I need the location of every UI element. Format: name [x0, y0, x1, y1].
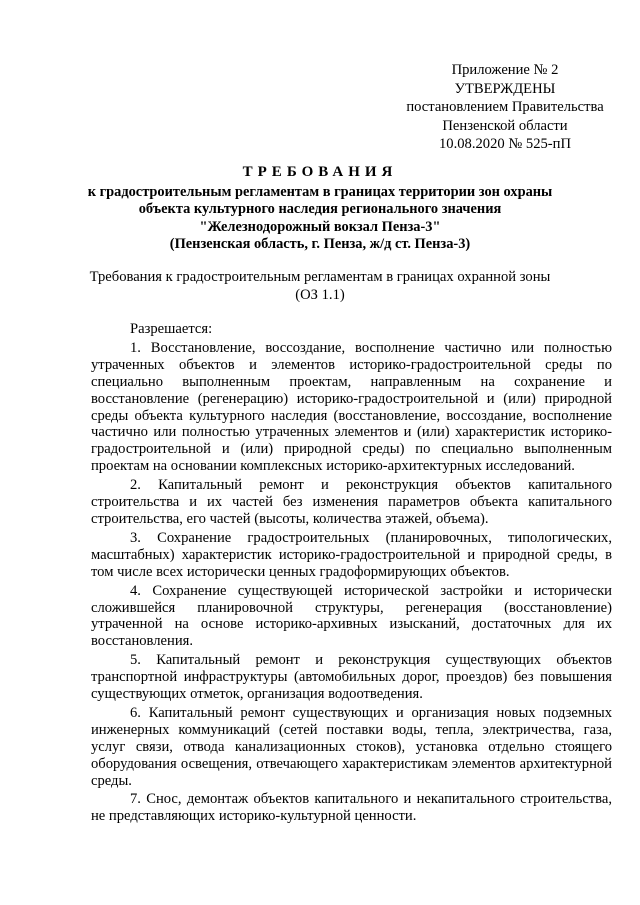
subtitle-line-2: (ОЗ 1.1)	[295, 287, 345, 303]
title-line-2: объекта культурного наследия регионального значения	[138, 201, 502, 217]
requirement-item-3: 3. Сохранение градостроительных (планировочных, типологических, масштабных) характеристик историко-градостроительной и природной среды, в том числе всех исторически ценных градоформирующих объектов.	[91, 529, 612, 580]
title-line-3: "Железнодорожный вокзал Пенза-3"	[199, 218, 441, 235]
title-line-4: (Пензенская область, г. Пенза, ж/д ст. Пенза-3)	[169, 236, 471, 252]
document-title	[60, 164, 580, 254]
decree-date-number: 10.08.2020 № 525-пП	[439, 136, 571, 152]
title-heading: ТРЕБОВАНИЯ	[242, 164, 398, 180]
requirement-item-4: 4. Сохранение существующей исторической застройки и исторически сложившейся планировочной структуры, регенерация (восстановление) утраченной на основе историко-архивных изысканий, достаточных для их восстановления.	[91, 582, 612, 650]
requirement-item-7: 7. Снос, демонтаж объектов капитального и некапитального строительства, не представляющих историко-культурной ценности.	[91, 791, 612, 825]
permitted-intro: Разрешается:	[130, 321, 213, 337]
subtitle-line-1: Требования к градостроительным регламентам в границах охранной зоны	[89, 269, 551, 285]
title-line-1: к градостроительным регламентам в границах территории зон охраны	[87, 183, 553, 200]
requirement-item-1: 1. Восстановление, воссоздание, восполнение частично или полностью утраченных объектов и элементов историко-градостроительной среды по специально выполненным проектам, направленным на сохранение и восстановление (регенерацию) историко-градостроительной и (или) природной среды объекта культурного наследия (восстановление, воссоздание, восполнение частично или полностью утраченных элементов и (или) характеристик историко-градостроительной и (или) природной среды) по специально выполненным проектам на основании комплексных историко-архитектурных исследований.	[91, 339, 612, 475]
requirement-item-2: 2. Капитальный ремонт и реконструкция объектов капитального строительства и их частей без изменения параметров объекта капитального строительства, его частей (высоты, количества этажей, объема).	[91, 477, 612, 527]
section-subtitle	[60, 268, 580, 304]
requirement-item-5: 5. Капитальный ремонт и реконструкция существующих объектов транспортной инфраструктуры (автомобильных дорог, проездов) без повышения существующих отметок, организация водоотведения.	[91, 652, 612, 703]
requirement-item-6: 6. Капитальный ремонт существующих и организация новых подземных инженерных коммуникаций (сетей поставки воды, тепла, электричества, газа, услуг связи, отвода канализационных стоков), установка отдельно стоящего оборудования освещения, отвечающего характеристикам элементов архитектурной среды.	[91, 704, 612, 789]
appendix-number: Приложение № 2	[451, 62, 559, 78]
approving-authority: постановлением Правительства	[406, 99, 604, 115]
approval-block	[380, 61, 630, 154]
region-name: Пензенской области	[442, 117, 568, 134]
requirements-body	[91, 321, 612, 825]
approved-label: УТВЕРЖДЕНЫ	[454, 80, 556, 97]
